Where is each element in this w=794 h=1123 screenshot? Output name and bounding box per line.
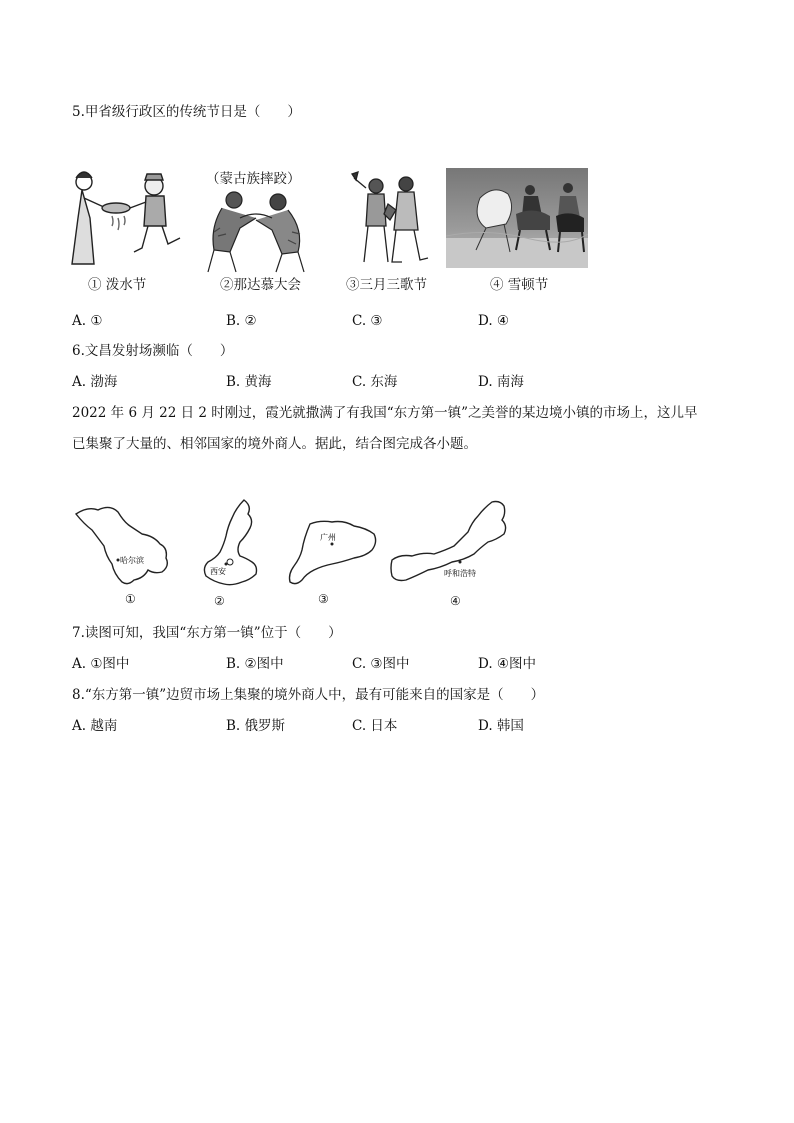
question-6-stem: 6.文昌发射场濒临（ ） (72, 343, 234, 359)
q7-option-a[interactable]: A. ①图中 (72, 656, 130, 672)
map-2-number: ② (214, 594, 225, 608)
q6-option-b[interactable]: B. 黄海 (226, 374, 272, 390)
q5-option-d[interactable]: D. ④ (478, 313, 510, 329)
q5-option-c[interactable]: C. ③ (352, 313, 383, 329)
q5-option-a[interactable]: A. ① (72, 313, 103, 329)
map-3-label: 广州 (320, 533, 336, 542)
q7-option-b[interactable]: B. ②图中 (226, 656, 284, 672)
map-3-number: ③ (318, 592, 329, 606)
figure-2-note: （蒙古族摔跤） (206, 171, 301, 187)
question-8-stem: 8.“东方第一镇”边贸市场上集聚的境外商人中，最有可能来自的国家是（ ） (72, 687, 545, 703)
march-third-song-festival-illustration (348, 170, 438, 270)
shoton-festival-photo (446, 168, 588, 268)
water-splashing-festival-illustration (68, 168, 188, 270)
q6-option-a[interactable]: A. 渤海 (72, 374, 118, 390)
q8-option-b[interactable]: B. 俄罗斯 (226, 718, 286, 734)
q8-option-c[interactable]: C. 日本 (352, 718, 398, 734)
q7-option-d[interactable]: D. ④图中 (478, 656, 537, 672)
figure-1-caption: ① 泼水节 (88, 277, 147, 293)
map-1-number: ① (125, 592, 136, 606)
map-4-label: 呼和浩特 (444, 569, 476, 578)
figure-4-caption: ④ 雪顿节 (490, 277, 549, 293)
figure-2-caption: ②那达慕大会 (220, 277, 301, 293)
map-2-label: 西安 (210, 567, 226, 576)
question-7-stem: 7.读图可知，我国“东方第一镇”位于（ ） (72, 625, 342, 641)
passage-line-2: 已集聚了大量的、相邻国家的境外商人。据此，结合图完成各小题。 (72, 436, 477, 452)
map-1-label: 哈尔滨 (120, 556, 144, 565)
q8-option-d[interactable]: D. 韩国 (478, 718, 524, 734)
map-3-guangdong (282, 514, 382, 590)
mongolian-wrestling-illustration (200, 188, 312, 274)
q8-option-a[interactable]: A. 越南 (72, 718, 118, 734)
map-1-heilongjiang (70, 500, 180, 596)
q7-option-c[interactable]: C. ③图中 (352, 656, 410, 672)
map-4-number: ④ (450, 594, 461, 608)
map-4-inner-mongolia (388, 496, 512, 596)
map-2-shaanxi (196, 496, 268, 596)
q6-option-d[interactable]: D. 南海 (478, 374, 524, 390)
question-5-stem: 5.甲省级行政区的传统节日是（ ） (72, 104, 301, 120)
figure-3-caption: ③三月三歌节 (346, 277, 427, 293)
passage-line-1: 2022 年 6 月 22 日 2 时刚过，霞光就撒满了有我国“东方第一镇”之美誉的某边境小镇的市场上，这儿早 (72, 405, 698, 421)
q6-option-c[interactable]: C. 东海 (352, 374, 398, 390)
q5-option-b[interactable]: B. ② (226, 313, 257, 329)
